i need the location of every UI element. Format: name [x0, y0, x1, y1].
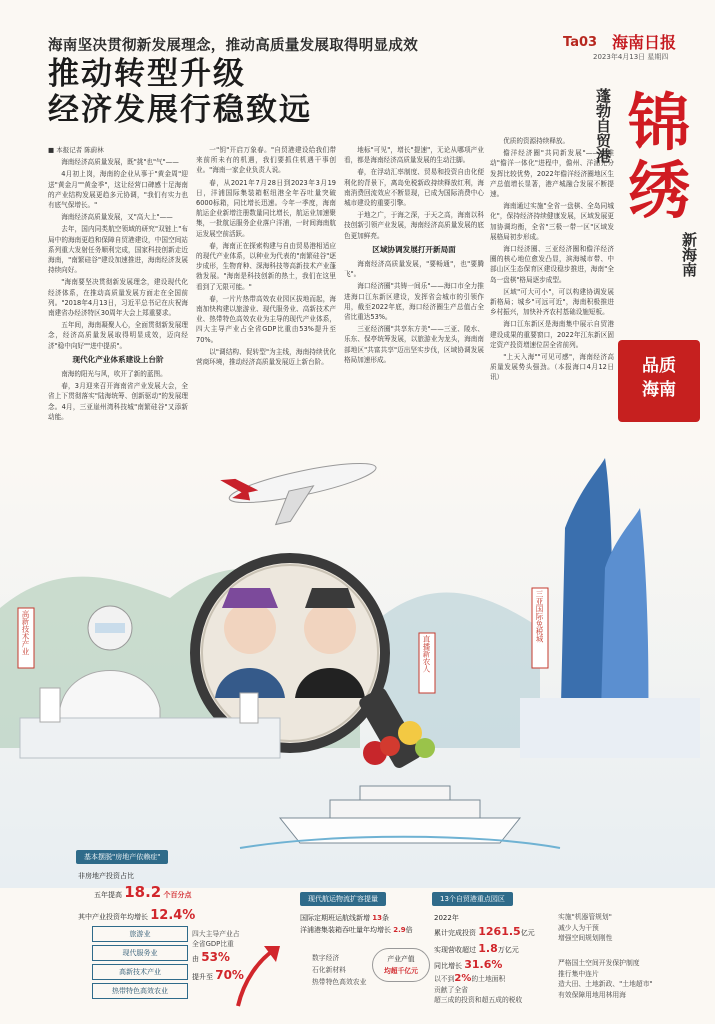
headline-line-1: 推动转型升级 — [48, 56, 246, 92]
tropical-agriculture: 热带特色高效农业 — [312, 978, 367, 986]
nonre-unit: 个百分点 — [163, 891, 192, 899]
control-line: 造大田、土地新政、"土地超市" — [558, 980, 653, 988]
seal-line-2: 海南 — [642, 380, 676, 400]
vertical-title-left: 蓬勃自贸港 — [594, 88, 612, 163]
paper-logo: 海南日报 — [612, 33, 677, 52]
nonre-stat — [94, 883, 191, 901]
paragraph: 南海的阳光与风，吹开了新的蓝图。 — [61, 370, 167, 379]
invest-value: 1261.5 — [478, 925, 521, 938]
rising-arrow-icon — [234, 940, 284, 1010]
growth-label: 其中产业投资年均增长 — [78, 913, 148, 921]
industry-box: 旅游业 — [92, 926, 188, 942]
paragraph: 优质的资源持续释放。 — [503, 137, 570, 145]
output-label: 产业产值 — [387, 955, 415, 963]
paragraph: 海口江东新区是海南集中展示自贸港建设成果的重要窗口，2022年江东新区固定资产投资增速位居全省前列。 — [490, 320, 614, 349]
share-from — [192, 950, 230, 964]
headline-line-2: 经济发展行稳致远 — [48, 92, 312, 128]
rev-stat — [434, 942, 519, 955]
paragraph: 海南经济高质量发展，又"高大上"—— — [61, 213, 173, 222]
paragraph: 以"调结构、促转型"为主线，海南持续优化营商环境，推动经济高质量发展迈上新台阶。 — [196, 347, 336, 367]
industry-pillars — [312, 952, 366, 988]
article-column-1 — [48, 145, 188, 424]
nonre-label: 非房地产投资占比 — [78, 872, 134, 880]
issue-date: 2023年4月13日 星期四 — [593, 53, 669, 61]
woman-face — [304, 602, 356, 654]
paragraph: 区域"可大可小"，可以构建协调发展新格局；城乡"可远可近"，海南积极推进乡村振兴，加快补齐农村基础设施短板。 — [490, 287, 614, 317]
year-label: 2022年 — [434, 914, 459, 922]
industry-box: 现代服务业 — [92, 945, 188, 961]
parks-title: 13个自贸港重点园区 — [432, 892, 513, 906]
land-stat — [434, 974, 522, 1006]
share-from-pre: 由 — [192, 955, 199, 963]
paragraph: 于地之广，于海之深，于天之高，海南以科技创新引领产业发展，海南经济高质量发展的底色更加鲜亮。 — [344, 211, 484, 240]
land-control-note — [558, 958, 653, 1000]
paragraph: 海口经济圈"共铸一间乐"——海口市全力推进海口江东新区建设，发挥省会城市的引领作用，截至2022年底，海口经济圈生产总值占全省比重达53%。 — [344, 282, 484, 322]
article-column-2 — [196, 145, 336, 369]
planning-line: 实施"机器管规划" — [558, 913, 612, 921]
port-line-2 — [300, 925, 413, 935]
port-line-1-unit: 条 — [381, 914, 389, 922]
output-value: 均超千亿元 — [384, 967, 418, 975]
article-column-4 — [490, 136, 614, 385]
rev-value: 1.8 — [478, 942, 498, 955]
seal-line-1: 品质 — [642, 356, 676, 376]
paragraph: 春，从2021年7月28日到2023年3月19日，洋浦国际集装箱枢纽港全年吞吐量突破6000标箱，同比增长迅速。今年一季度，海南航运企业新增注册数量同比增长，航运业加速聚集，一批航运服务企业落户洋浦，一时间海南航运发展空前活跃。 — [196, 178, 336, 238]
big-character-xiu: 绣 — [628, 154, 691, 227]
paragraph: 春，一片片热带高效农业园区拔地而起，海南加快构建以旅游业、现代服务业、高新技术产业、热带特色高效农业为主导的现代产业体系，四大主导产业占全省GDP比重由53%提升至70%。 — [196, 294, 336, 344]
share-to-pre: 提升至 — [192, 973, 213, 981]
article-column-3 — [344, 145, 484, 367]
page-number: Ta03 — [563, 35, 598, 50]
land-line-2: 贡献了全省 — [434, 985, 468, 994]
planning-line: 减少人为干预 — [558, 923, 599, 932]
label-biotech: 高新技术产业 — [21, 610, 30, 655]
digital-economy: 数字经济 — [312, 954, 340, 962]
industry-list — [92, 926, 188, 999]
economy-illustration — [0, 448, 715, 888]
yoy-value: 31.6% — [464, 958, 503, 971]
vertical-title-right: 新海南 — [680, 232, 698, 277]
paragraph: 海南通过实施"全省一盘棋、全岛同城化"，保持经济持续健康发展，区域发展更加协调均衡，全省"三极一带一区"区域发展格局初步形成。 — [490, 202, 614, 241]
industry-box: 热带特色高效农业 — [92, 983, 188, 999]
yoy-pre: 同比增长 — [434, 962, 462, 970]
port-line-1 — [300, 913, 389, 923]
nonre-value: 18.2 — [124, 883, 162, 901]
subtitle: 海南坚决贯彻新发展理念，推动高质量发展取得明显成效 — [48, 38, 418, 54]
invest-stat — [434, 925, 535, 938]
paragraph: 地标"可见"，增长"提速"，无论从哪项产业看，都是海南经济高质量发展的生动注脚。 — [344, 146, 484, 165]
label-livestream: 直播新农人 — [422, 635, 431, 673]
paragraph: 一"钥"开启万象春。"自贸港建设给我们带来前所未有的机遇，我们要抓住机遇干事创业。"海南一家企业负责人说。 — [196, 146, 336, 175]
invest-pre: 累计完成投资 — [434, 929, 476, 937]
share-from-value: 53% — [201, 950, 230, 964]
growth-stat — [78, 908, 195, 923]
planning-line: 增强空间规划刚性 — [558, 934, 613, 942]
paragraph: "海南要坚决贯彻新发展理念，建设现代化经济体系，在推动高质量发展方面走在全国前列。"2018年4月13日，习近平总书记在庆祝海南建省办经济特区30周年大会上郑重要求。 — [48, 278, 188, 318]
land-line-3: 超三成的投资和超五成的税收 — [434, 996, 523, 1004]
port-line-2-unit: 倍 — [405, 926, 413, 934]
paragraph: 海南经济高质量发展，既"挑"也"气"—— — [61, 158, 179, 167]
invest-unit: 亿元 — [520, 929, 535, 937]
paragraph: 海口经济圈、三亚经济圈和儋洋经济圈的核心地位愈发凸显，滨海城市带、中部山区生态保育区建设稳步推进，海南"全岛一盘棋"格局逐步成型。 — [490, 245, 614, 284]
share-label: 四大主导产业占全省GDP比重 — [192, 930, 240, 948]
woman-face — [224, 602, 276, 654]
paragraph: 儋洋经济圈"共同新发展"——在推动"儋洋一体化"进程中，儋州、洋浦充分发挥比较优势，2022年儋洋经济圈地区生产总值增长显著，港产城融合发展不断提速。 — [490, 149, 614, 199]
industry-box: 高新技术产业 — [92, 964, 188, 980]
port-line-2-pre: 洋浦港集装箱吞吐量年均增长 — [300, 926, 391, 934]
paragraph: 海南经济高质量发展，"要畅通"，也"要腾飞"。 — [344, 260, 484, 279]
rev-unit: 万亿元 — [497, 946, 519, 954]
paragraph: 春，在浮动汇率制度、贸易和投资自由化便利化的背景下，离岛免税新政持续释放红利，海南消费回流效应不断显现，已成为国际消费中心城市建设的重要引擎。 — [344, 168, 484, 208]
paragraph: 三亚经济圈"共享东方美"——三亚、陵水、乐东、保亭统筹发展，以旅游业为龙头，海南南部地区"共富共享"迈出坚实步伐，区域协调发展格局加速形成。 — [344, 325, 484, 364]
infographic-title: 基本摆脱"房地产依赖症" — [76, 850, 168, 864]
paragraph: 春，3月迎来召开海南省产业发展大会，全省上下贯彻落实"陆海统筹、创新驱动"的发展理念。4月，三亚崖州湾科技城"南繁硅谷"又添新动能。 — [48, 382, 188, 421]
label-tourism: 三亚国际免税城 — [535, 590, 544, 643]
land-post: 的土地面积 — [471, 975, 506, 983]
share-to-value: 70% — [215, 968, 244, 982]
paragraph: 五年间，海南凝聚人心，全面贯彻新发展理念，经济高质量发展取得明显成效，迈向经济"稳中向好""进中提质"。 — [48, 321, 188, 350]
port-line-1-pre: 国际定期班运航线新增 — [300, 914, 370, 922]
petrochem: 石化新材料 — [312, 966, 346, 974]
big-character-jin: 锦 — [628, 86, 691, 159]
seal-stamp — [618, 340, 700, 422]
paragraph: 4月初上岗，海南的企业从事于"黄金周"迎送"黄金月""黄金季"，这让经营口碑感十足海南的产业结构发展更趋多元协调，"我们有实力也有底气保增长。" — [48, 170, 188, 210]
control-line: 严格国土空间开发保护制度 — [558, 959, 640, 967]
headline — [48, 56, 312, 128]
control-line: 有效保障用地用林用海 — [558, 990, 626, 999]
output-badge — [372, 948, 430, 982]
yoy-stat — [434, 958, 502, 971]
byline: ■ 本报记者 陈蔚林 — [48, 146, 104, 154]
paragraph: 去年，国内同类航空领域的研究"双链上"布局中的海南更趋和保障自贸港建设，中国空间站系列重大发射任务顺利完成，国家科技创新走近海南，"南繁硅谷"建设加速推进，海南经济发展持续向好。 — [48, 225, 188, 275]
control-line: 推行集中连片 — [558, 969, 599, 978]
port-line-2-value: 2.9 — [393, 926, 406, 934]
port-title: 现代航运物流扩容提量 — [300, 892, 386, 906]
port-line-1-value: 13 — [372, 914, 382, 922]
paragraph: "上天入海""可见可感"，海南经济高质量发展势头强劲。（本报海口4月12日讯） — [490, 353, 614, 382]
section-title: 区域协调发展打开新局面 — [372, 244, 456, 254]
section-title: 现代化产业体系建设上台阶 — [72, 354, 164, 364]
nonre-pre: 五年提高 — [94, 891, 122, 899]
land-pre: 以不到 — [434, 975, 455, 983]
growth-value: 12.4% — [150, 908, 196, 923]
land-value: 2% — [454, 973, 472, 984]
planning-note — [558, 912, 612, 944]
paragraph: 春，海南正在探索构建与自由贸易港相适应的现代产业体系，以种业为代表的"南繁硅谷"逐步成形，生物育种、深海科技等高新技术产业蓬勃发展。"海南是科技创新的热土，我们在这里看到了无限可能。" — [196, 241, 336, 291]
rev-pre: 实现营收超过 — [434, 946, 476, 954]
